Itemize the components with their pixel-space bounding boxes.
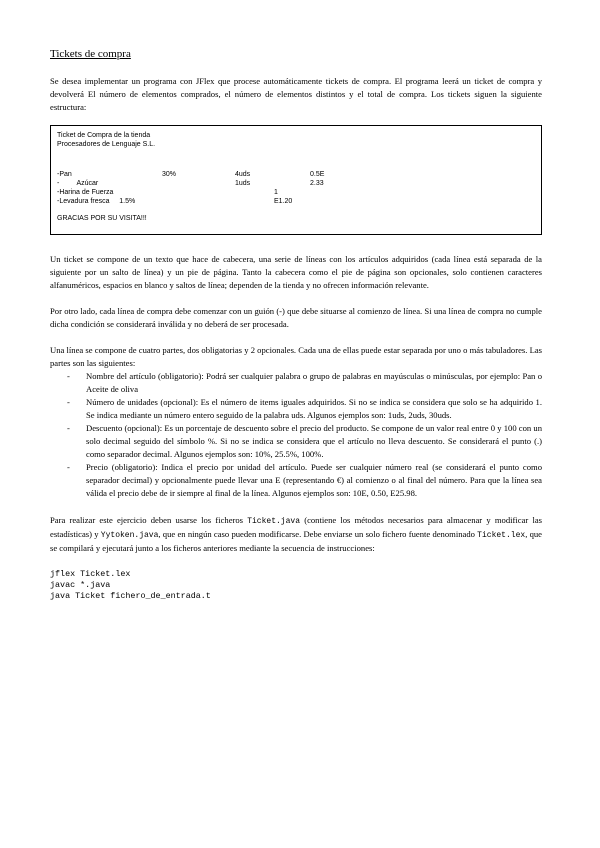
command-listing: [50, 569, 542, 602]
files-paragraph: Para realizar este ejercicio deben usarse los ficheros Ticket.java (contiene los métodos necesarios para almacenar y modificar las estadísticas) y Yytoken.java, que en ningún caso pueden modificarse. Debe enviarse un solo fichero fuente denominado Ticket.lex, que se compilará y ejecutará junto a los ficheros anteriores mediante la secuencia de instrucciones:: [50, 515, 542, 553]
parts-intro-paragraph: Una línea se compone de cuatro partes, dos obligatorias y 2 opcionales. Cada una de ellas puede estar separada por uno o más tabuladores. Las partes son las siguientes:: [50, 345, 542, 368]
ticket-item-name: - Azúcar: [57, 180, 99, 187]
ticket-header: [57, 132, 155, 149]
page-title: Tickets de compra: [50, 48, 131, 60]
list-item: - Nombre del artículo (obligatorio): Podrá ser cualquier palabra o grupo de palabras en mayúsculas o minúsculas, por ejemplo: Pan o Aceite de oliva: [67, 371, 542, 394]
ticket-item-units: 1uds: [235, 180, 251, 187]
dash-rule-paragraph: Por otro lado, cada línea de compra debe comenzar con un guión (-) que debe situarse al comienzo de línea. Si una línea de compra no cumple dicha condición se considerará inválida y no deberá de ser procesada.: [50, 306, 542, 329]
ticket-item-units: 4uds: [235, 171, 251, 178]
list-item: - Precio (obligatorio): Indica el precio por unidad del artículo. Puede ser cualquier número real (se considerará el punto como separador decimal) y opcionalmente puede llevar una E (representando €) al comienzo o al final del número. Para que la línea sea válida el precio debe de ir siempre al final de la línea. Algunos ejemplos son: 10E, 0.50, E25.98.: [67, 462, 542, 498]
filename-ticket-java: Ticket.java: [247, 517, 301, 526]
ticket-item-name: -Harina de Fuerza: [57, 189, 114, 196]
ticket-item-price: 0.5E: [310, 171, 325, 178]
ticket-item-price: E1.20: [274, 198, 293, 205]
command-line: jflex Ticket.lex: [50, 569, 131, 579]
intro-paragraph: Se desea implementar un programa con JFlex que procese automáticamente tickets de compra. El programa leerá un ticket de compra y devolverá El número de elementos comprados, el número de elementos distintos y el total de compra. Los tickets siguen la siguiente estructura:: [50, 76, 542, 112]
ticket-item-name: -Pan: [57, 171, 72, 178]
parts-list: [50, 370, 542, 500]
document-page: [50, 48, 542, 602]
ticket-item-discount: 30%: [162, 171, 177, 178]
ticket-item-price: 2.33: [310, 180, 324, 187]
command-line: javac *.java: [50, 580, 111, 590]
filename-yytoken-java: Yytoken.java: [100, 531, 159, 540]
list-item: - Descuento (opcional): Es un porcentaje de descuento sobre el precio del producto. Se compone de un valor real entre 0 y 100 con un solo decimal seguido del símbolo %. Si no se indica se considera que el artículo no lleva descuento. Se considerará el punto (.) como separador decimal. Algunos ejemplos son: 10%, 25.5%, 100%.: [67, 423, 542, 459]
ticket-header-line-2: Procesadores de Lenguaje S.L.: [57, 140, 156, 148]
ticket-footer: GRACIAS POR SU VISITA!!!: [57, 215, 147, 222]
structure-paragraph: Un ticket se compone de un texto que hace de cabecera, una serie de líneas con los artículos adquiridos (cada línea está separada de la siguiente por un salto de línea) y un pie de página. Tanto la cabecera como el pie de página son opcionales, solo contienen caracteres alfanuméricos, espacios en blanco y saltos de línea; dependen de la tienda y no ofrecen información relevante.: [50, 254, 542, 290]
ticket-example-box: [50, 125, 542, 235]
ticket-header-line-1: Ticket de Compra de la tienda: [57, 132, 151, 139]
ticket-item-price: 1: [274, 189, 278, 196]
ticket-item-name: -Levadura fresca 1.5%: [57, 198, 136, 205]
command-line: java Ticket fichero_de_entrada.t: [50, 591, 211, 601]
list-item: - Número de unidades (opcional): Es el número de items iguales adquiridos. Si no se indica se considera que solo se ha adquirido 1. Se indica mediante un número entero seguido de la palabra uds. Algunos ejemplos son: 1uds, 2uds, 30uds.: [67, 397, 542, 420]
filename-ticket-lex: Ticket.lex: [477, 531, 526, 540]
